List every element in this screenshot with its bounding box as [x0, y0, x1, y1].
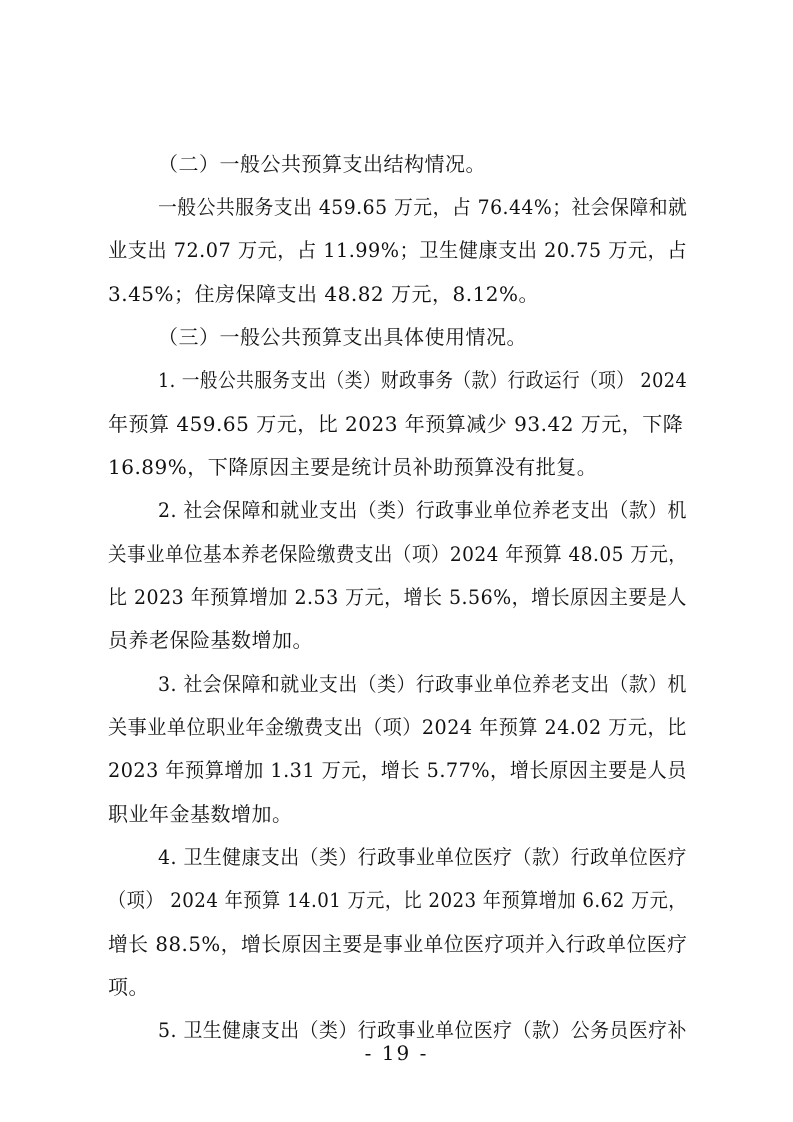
body-line: 业支出 72.07 万元，占 11.99%；卫生健康支出 20.75 万元，占 [108, 238, 688, 262]
item-1-line: 1. 一般公共服务支出（类）财政事务（款）行政运行（项） 2024 [158, 368, 688, 392]
item-4-line: 增长 88.5%，增长原因主要是事业单位医疗项并入行政单位医疗 [108, 932, 688, 956]
item-3-line: 关事业单位职业年金缴费支出（项）2024 年预算 24.02 万元，比 [108, 715, 687, 739]
item-2-line: 比 2023 年预算增加 2.53 万元，增长 5.56%，增长原因主要是人 [108, 585, 687, 609]
body-line: 一般公共服务支出 459.65 万元，占 76.44%；社会保障和就 [158, 195, 688, 219]
item-4-line: （项） 2024 年预算 14.01 万元，比 2023 年预算增加 6.62 万元， [108, 888, 687, 912]
item-3-line: 3. 社会保障和就业支出（类）行政事业单位养老支出（款）机 [158, 672, 687, 696]
section-heading-2: （二）一般公共预算支出结构情况。 [158, 152, 486, 176]
page-number: - 19 - [364, 1041, 429, 1065]
item-3-line: 2023 年预算增加 1.31 万元，增长 5.77%，增长原因主要是人员 [108, 758, 687, 782]
item-4-line: 项。 [108, 975, 149, 999]
item-2-line: 2. 社会保障和就业支出（类）行政事业单位养老支出（款）机 [158, 498, 687, 522]
item-4-line: 4. 卫生健康支出（类）行政事业单位医疗（款）行政单位医疗 [158, 845, 687, 869]
item-1-line: 年预算 459.65 万元，比 2023 年预算减少 93.42 万元，下降 [108, 412, 684, 436]
section-heading-3: （三）一般公共预算支出具体使用情况。 [158, 325, 527, 349]
body-line: 3.45%；住房保障支出 48.82 万元，8.12%。 [108, 282, 540, 306]
item-3-line: 职业年金基数增加。 [108, 802, 293, 826]
item-1-line: 16.89%，下降原因主要是统计员补助预算没有批复。 [108, 455, 598, 479]
item-5-line: 5. 卫生健康支出（类）行政事业单位医疗（款）公务员医疗补 [158, 1018, 687, 1042]
item-2-line: 关事业单位基本养老保险缴费支出（项）2024 年预算 48.05 万元， [108, 542, 688, 566]
item-2-line: 员养老保险基数增加。 [108, 628, 313, 652]
